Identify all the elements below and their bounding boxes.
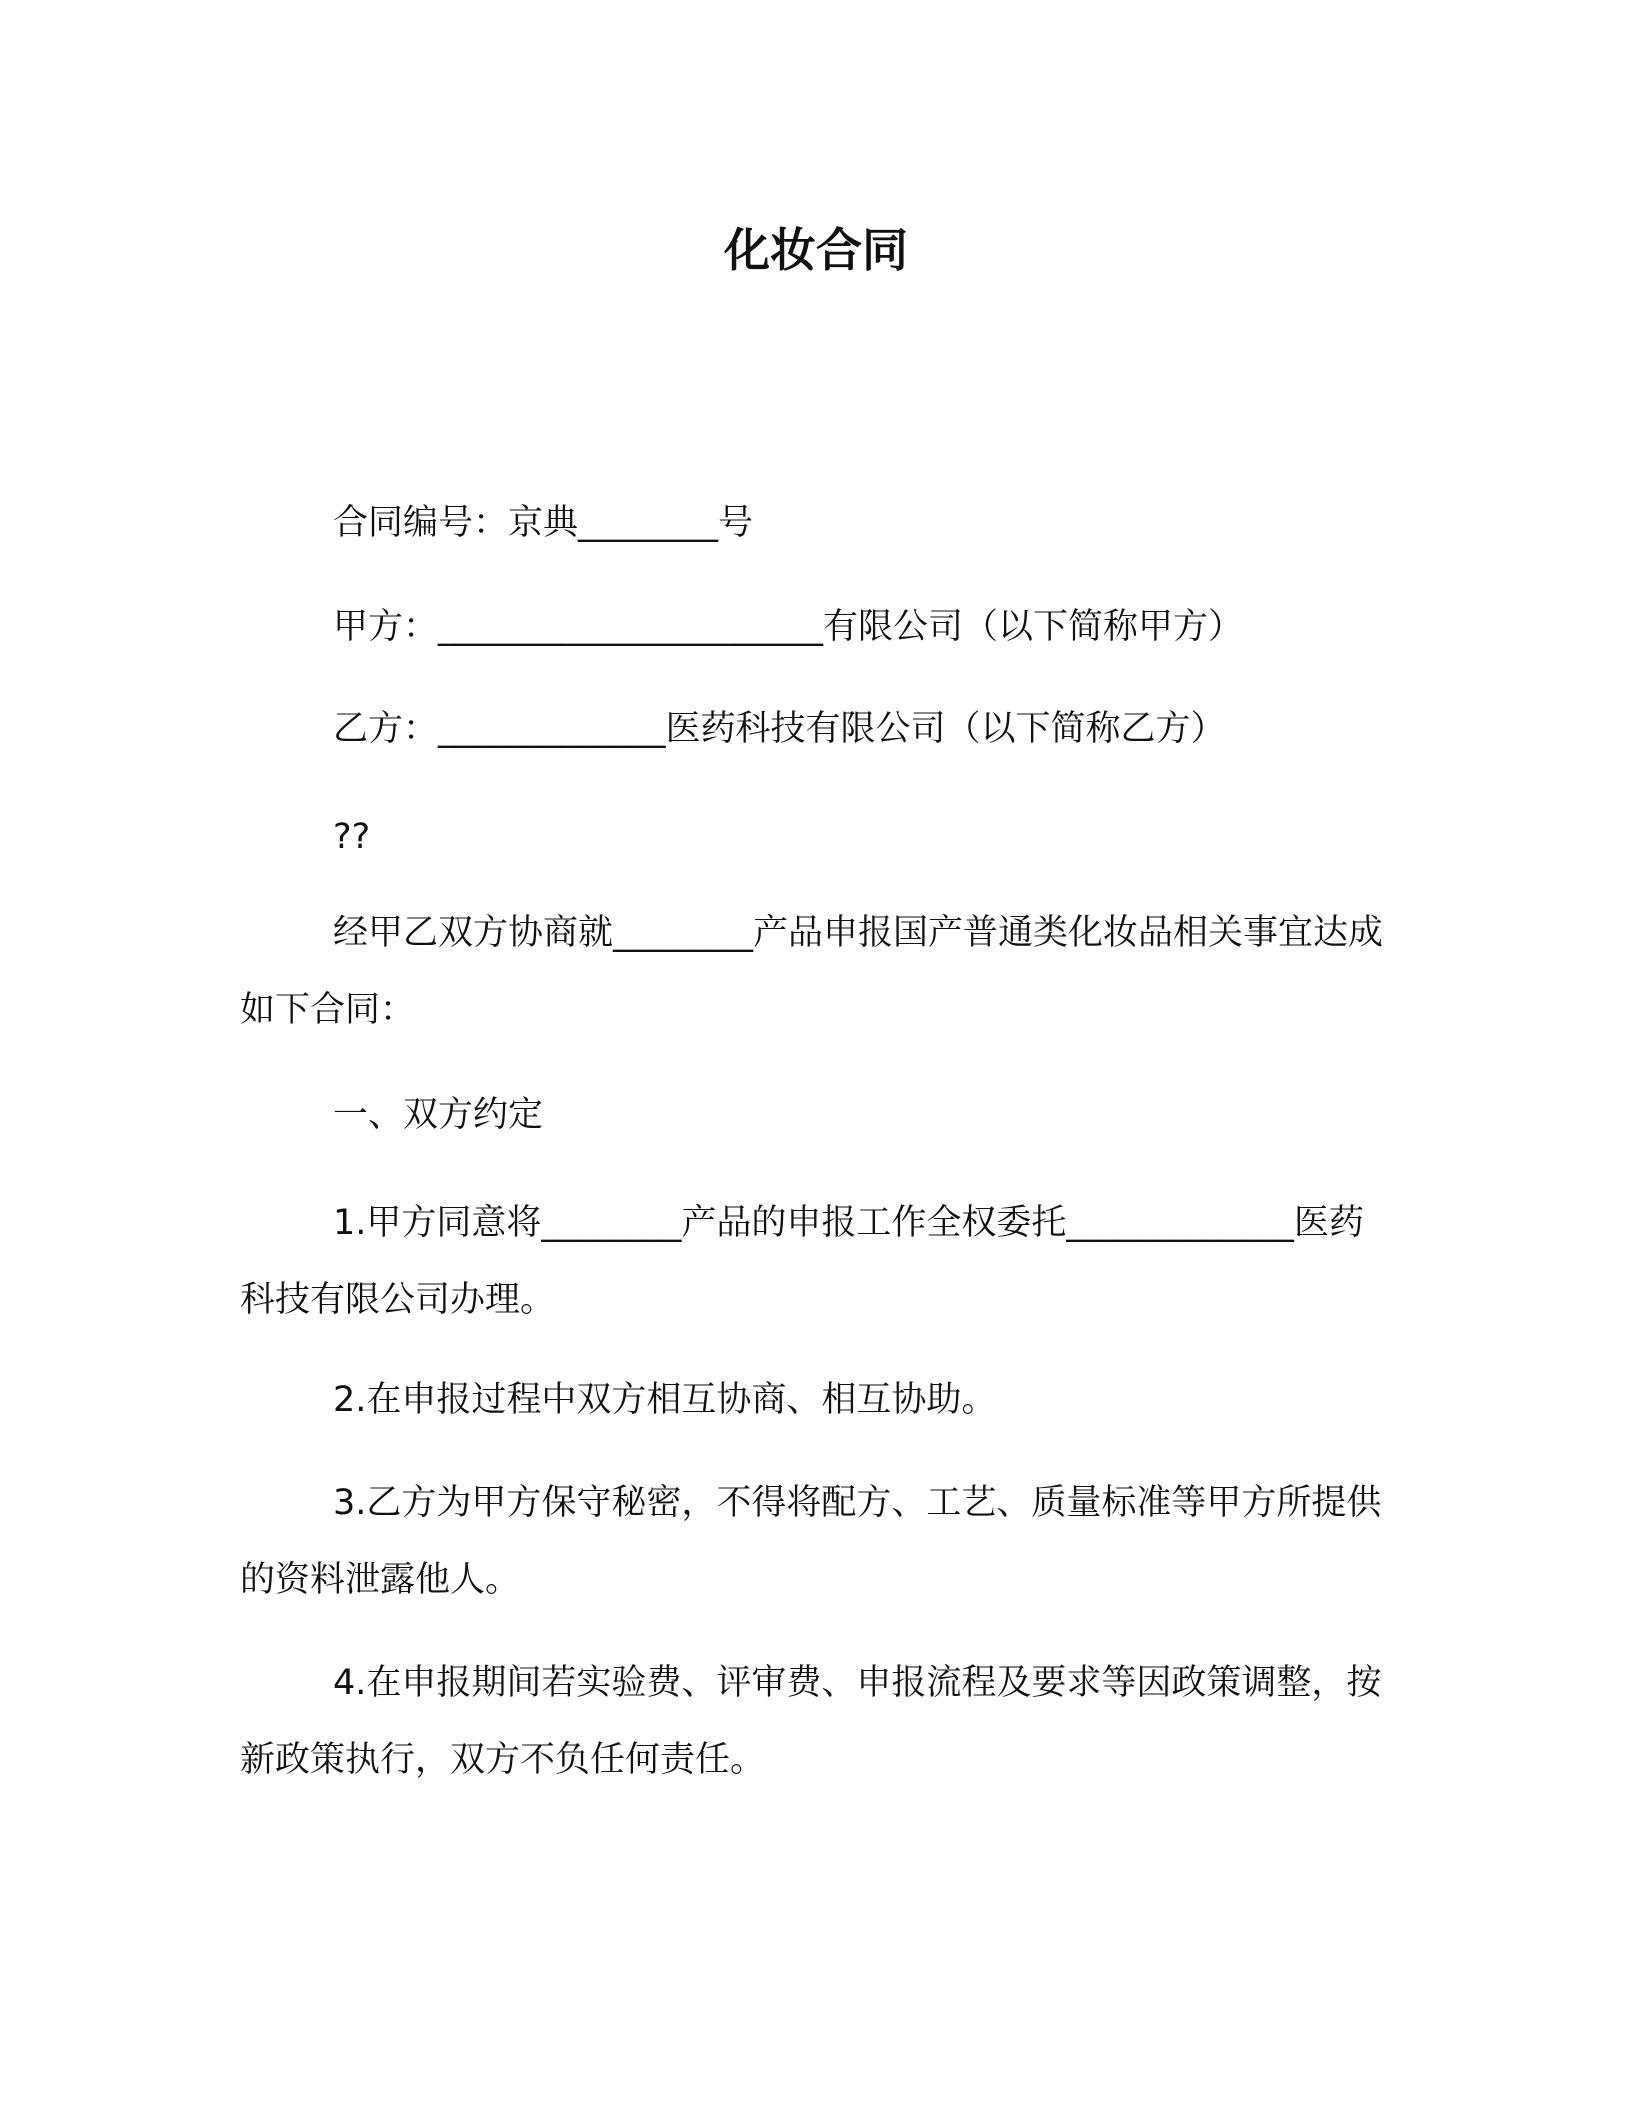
document-title: 化妆合同: [724, 223, 908, 277]
party-b: 乙方：_____________医药科技有限公司（以下简称乙方）: [333, 709, 1226, 749]
contract-number: 合同编号：京典________号: [333, 503, 754, 543]
placeholder-text: ??: [333, 817, 371, 857]
party-a: 甲方：______________________有限公司（以下简称甲方）: [333, 607, 1244, 647]
clause-1: 1.甲方同意将________产品的申报工作全权委托_____________医药科技有限公司办理。: [240, 1203, 1364, 1320]
section-heading: 一、双方约定: [333, 1095, 544, 1135]
intro-paragraph: 经甲乙双方协商就________产品申报国产普通类化妆品相关事宜达成如下合同：: [240, 913, 1384, 1030]
clause-4: 4.在申报期间若实验费、评审费、申报流程及要求等因政策调整，按新政策执行，双方不负任何责任。: [240, 1663, 1382, 1780]
clause-2: 2.在申报过程中双方相互协商、相互协助。: [333, 1380, 997, 1420]
clause-3: 3.乙方为甲方保守秘密，不得将配方、工艺、质量标准等甲方所提供的资料泄露他人。: [240, 1483, 1382, 1600]
